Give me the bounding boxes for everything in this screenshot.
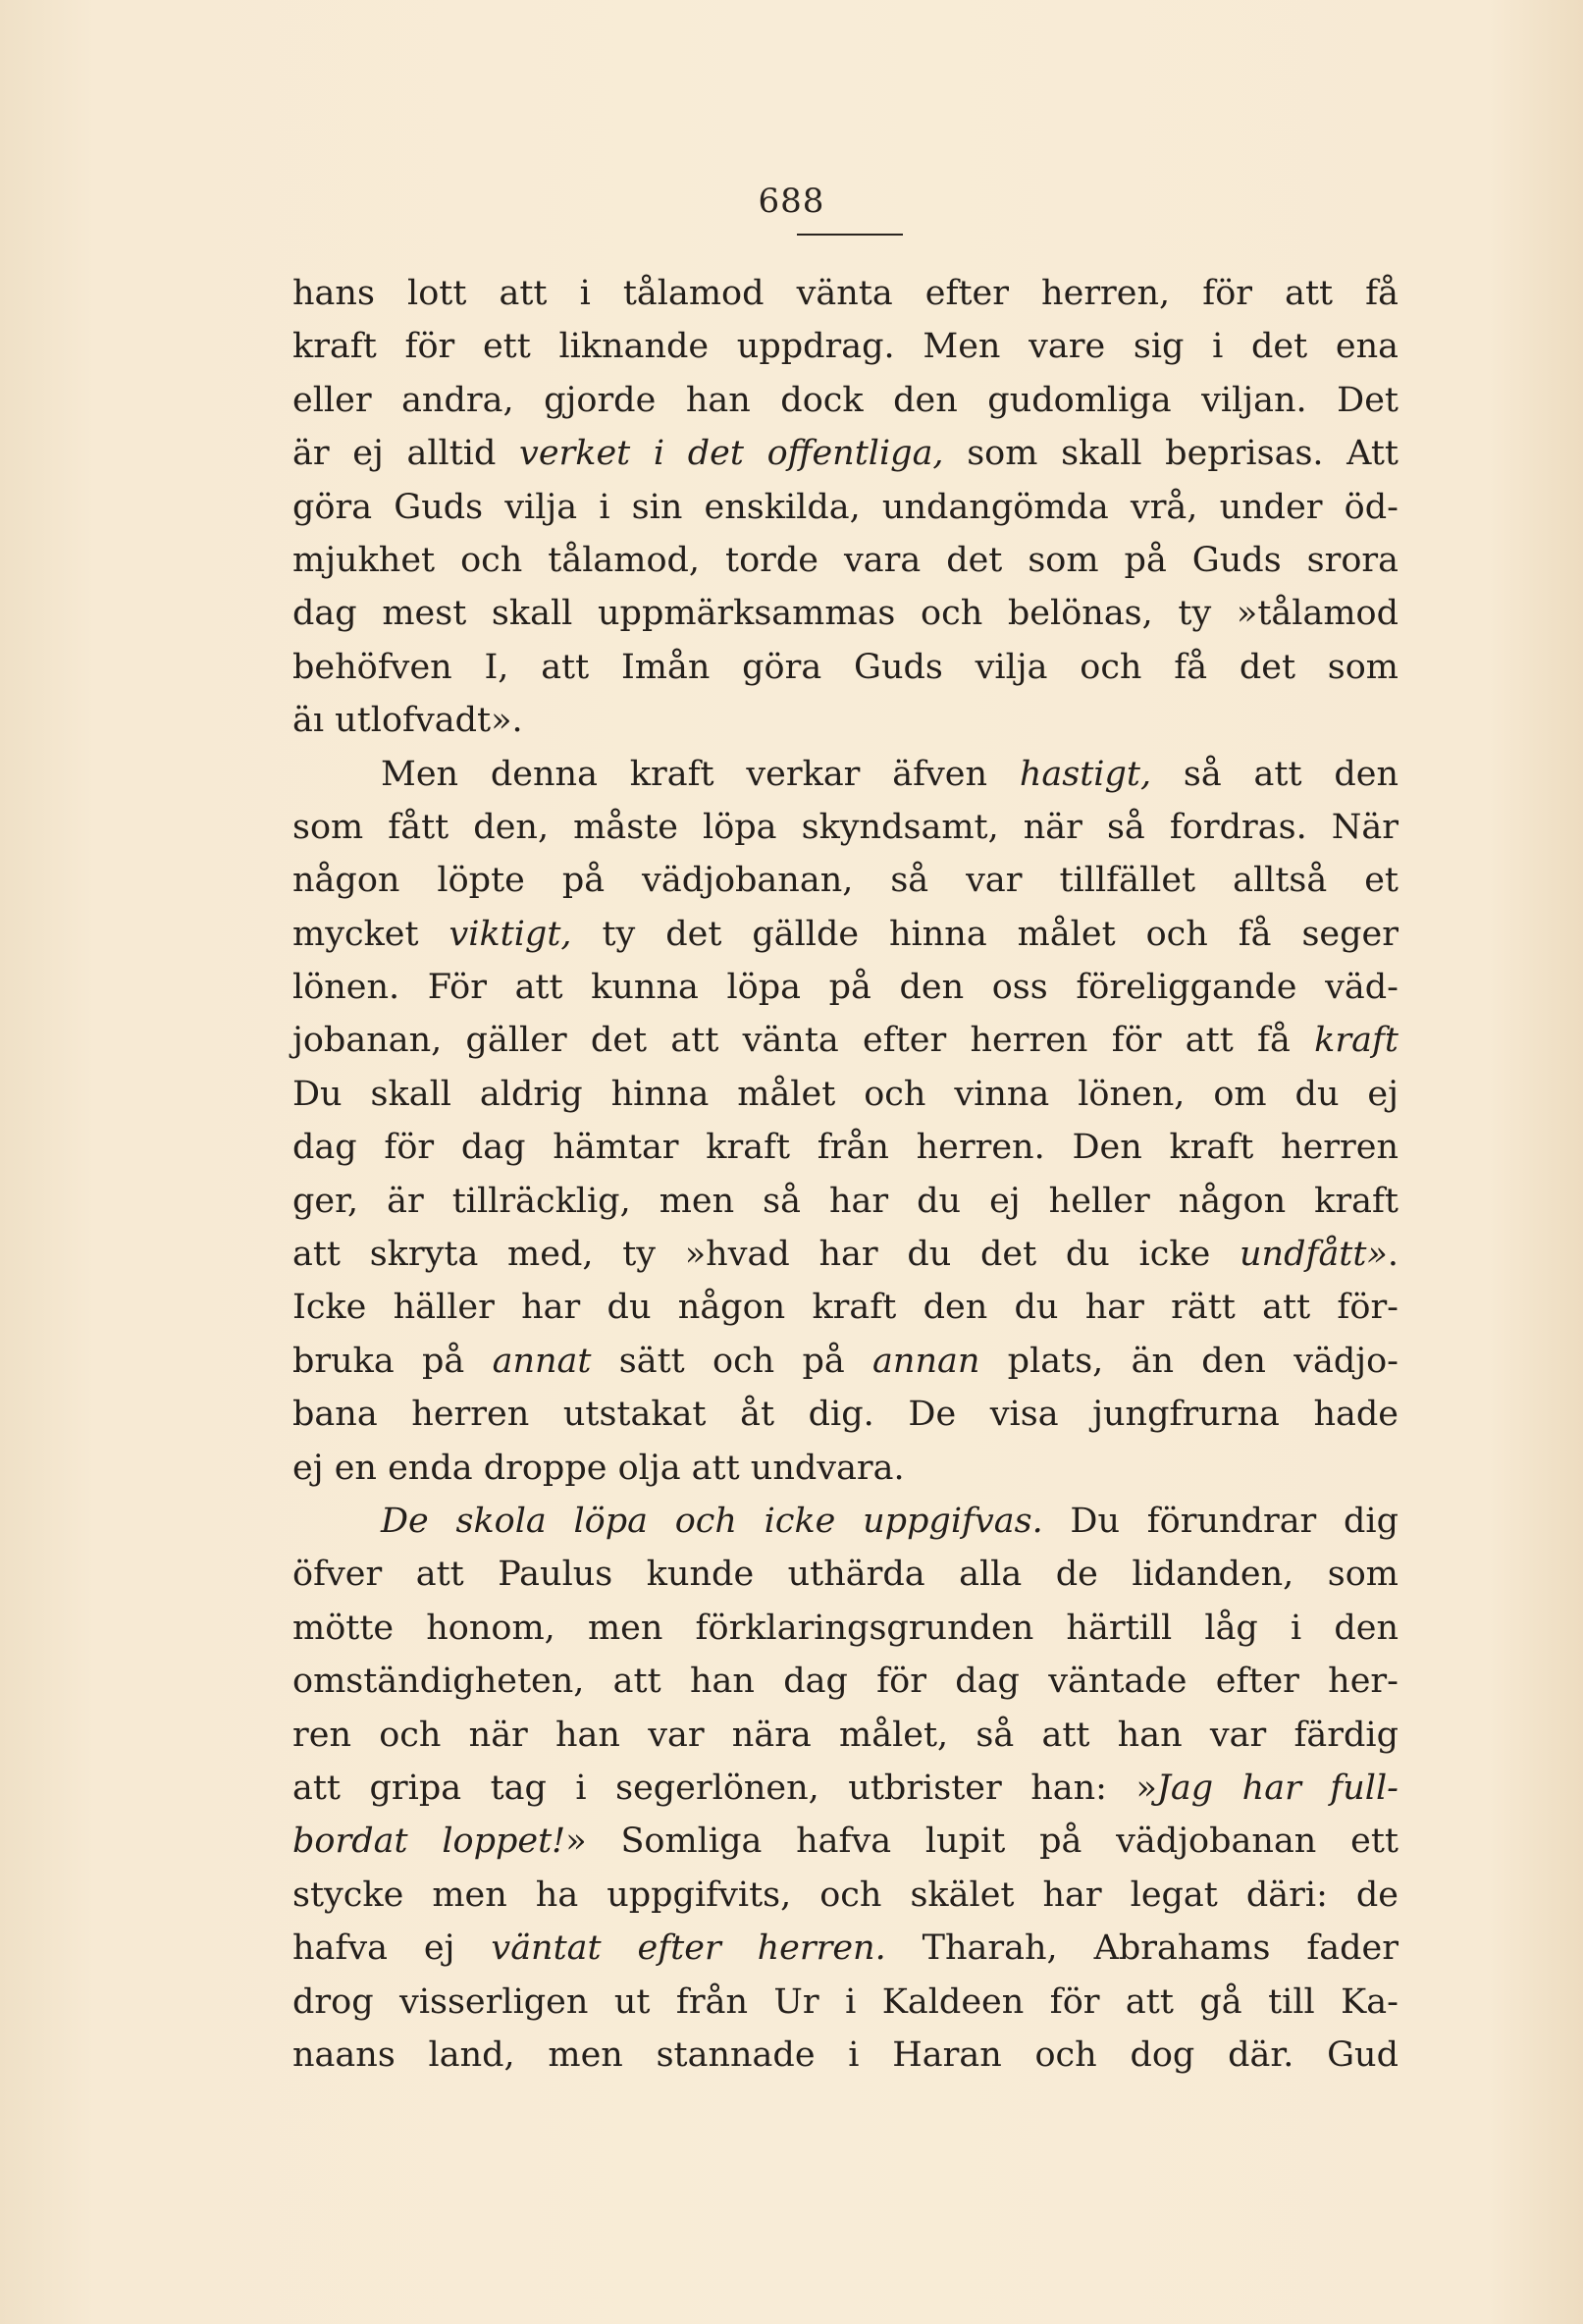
- text-line: [292, 1495, 1398, 1548]
- italic-text: hastigt,: [1019, 754, 1152, 794]
- text-run: hafva ej: [292, 1928, 492, 1969]
- text-run: göra Guds vilja i sin enskilda, undangömda vrå, under öd-: [292, 487, 1398, 527]
- text-run: » Somliga hafva lupit på vädjobanan ett: [565, 1822, 1398, 1862]
- text-run: naans land, men stannade i Haran och dog där. Gud: [292, 2034, 1398, 2075]
- text-line: [292, 1281, 1398, 1334]
- text-line: [292, 1976, 1398, 2029]
- text-run: omständigheten, att han dag för dag väntade efter her-: [292, 1662, 1398, 1702]
- text-run: ty det gällde hinna målet och få seger: [571, 914, 1398, 954]
- text-line: [292, 748, 1398, 801]
- page-number: 688: [758, 182, 825, 221]
- text-run: hans lott att i tålamod vänta efter herren, för att få: [292, 274, 1398, 313]
- text-line: [292, 641, 1398, 694]
- text-run: jobanan, gäller det att vänta efter herren för att få: [292, 1021, 1315, 1061]
- text-line: [292, 374, 1398, 427]
- text-line: [292, 1228, 1398, 1281]
- text-run: sätt och på: [591, 1341, 873, 1381]
- text-run: som skall beprisas. Att: [943, 434, 1398, 474]
- text-run: drog visserligen ut från Ur i Kaldeen för att gå till Ka-: [292, 1981, 1398, 2022]
- text-run: någon löpte på vädjobanan, så var tillfället alltså et: [292, 861, 1398, 901]
- text-run: .: [1387, 1235, 1398, 1275]
- text-run: mycket: [292, 914, 449, 954]
- text-line: [292, 587, 1398, 640]
- text-run: Tharah, Abrahams fader: [885, 1928, 1399, 1969]
- text-line: [292, 1815, 1398, 1868]
- italic-text: De skola löpa och icke uppgifvas.: [381, 1501, 1043, 1541]
- text-line: [292, 267, 1398, 320]
- italic-text: väntat efter herren.: [491, 1928, 886, 1969]
- italic-text: viktigt,: [449, 914, 572, 954]
- text-line: [292, 1068, 1398, 1121]
- text-run: mjukhet och tålamod, torde vara det som på Guds srora: [292, 540, 1398, 580]
- text-line: [292, 1602, 1398, 1655]
- text-run: så att den: [1151, 754, 1398, 794]
- text-line: [292, 801, 1398, 854]
- text-run: som fått den, måste löpa skyndsamt, när så fordras. När: [292, 807, 1398, 847]
- text-run: lönen. För att kunna löpa på den oss föreliggande väd-: [292, 968, 1398, 1008]
- text-run: att gripa tag i segerlönen, utbrister han: »: [292, 1768, 1157, 1808]
- text-line: [292, 320, 1398, 373]
- text-line: [292, 2029, 1398, 2082]
- text-line: [292, 1442, 1398, 1495]
- text-run: kraft för ett liknande uppdrag. Men vare sig i det ena: [292, 327, 1398, 367]
- text-run: mötte honom, men förklaringsgrunden härtill låg i den: [292, 1608, 1398, 1648]
- italic-text: kraft: [1314, 1021, 1398, 1061]
- text-line: [292, 961, 1398, 1014]
- text-run: behöfven I, att Imån göra Guds vilja och få det som: [292, 647, 1398, 687]
- italic-text: annan: [872, 1341, 980, 1381]
- text-line: [292, 854, 1398, 907]
- body-text: [292, 267, 1398, 2082]
- text-run: är ej alltid: [292, 434, 520, 474]
- text-line: [292, 534, 1398, 587]
- italic-text: annat: [492, 1341, 592, 1381]
- text-run: Du skall aldrig hinna målet och vinna lönen, om du ej: [292, 1074, 1398, 1114]
- text-run: Du förundrar dig: [1042, 1501, 1398, 1541]
- text-run: Icke häller har du någon kraft den du har rätt att för-: [292, 1288, 1398, 1328]
- text-line: [292, 1762, 1398, 1815]
- text-run: äı utlofvadt».: [292, 701, 523, 741]
- text-line: [292, 481, 1398, 534]
- italic-text: verket i det offentliga,: [519, 434, 944, 474]
- text-run: ej en enda droppe olja att undvara.: [292, 1448, 905, 1488]
- text-run: dag mest skall uppmärksammas och belönas, ty »tålamod: [292, 594, 1398, 634]
- page-number-rule: [797, 234, 903, 236]
- text-run: dag för dag hämtar kraft från herren. Den kraft herren: [292, 1128, 1398, 1168]
- italic-text: undfått»: [1240, 1235, 1388, 1275]
- text-line: [292, 1709, 1398, 1762]
- text-run: öfver att Paulus kunde uthärda alla de lidanden, som: [292, 1555, 1398, 1595]
- text-line: [292, 1922, 1398, 1975]
- text-line: [292, 427, 1398, 480]
- italic-text: Jag har full-: [1156, 1768, 1398, 1808]
- text-run: eller andra, gjorde han dock den gudomliga viljan. Det: [292, 380, 1398, 420]
- text-line: [292, 1175, 1398, 1228]
- text-run: plats, än den vädjo-: [979, 1341, 1398, 1381]
- text-run: att skryta med, ty »hvad har du det du icke: [292, 1235, 1240, 1275]
- text-line: [292, 1655, 1398, 1708]
- italic-text: bordat loppet!: [292, 1822, 566, 1862]
- text-run: bruka på: [292, 1341, 493, 1381]
- text-run: Men denna kraft verkar äfven: [381, 754, 1020, 794]
- text-line: [292, 1548, 1398, 1601]
- text-line: [292, 1014, 1398, 1067]
- text-line: [292, 908, 1398, 961]
- text-line: [292, 1869, 1398, 1922]
- text-run: ren och när han var nära målet, så att han var färdig: [292, 1715, 1398, 1755]
- text-line: [292, 1335, 1398, 1388]
- text-line: [292, 694, 1398, 747]
- text-run: bana herren utstakat åt dig. De visa jungfrurna hade: [292, 1395, 1398, 1435]
- text-line: [292, 1121, 1398, 1174]
- text-line: [292, 1388, 1398, 1441]
- text-run: stycke men ha uppgifvits, och skälet har legat däri: de: [292, 1875, 1398, 1915]
- text-run: ger, är tillräcklig, men så har du ej heller någon kraft: [292, 1181, 1398, 1221]
